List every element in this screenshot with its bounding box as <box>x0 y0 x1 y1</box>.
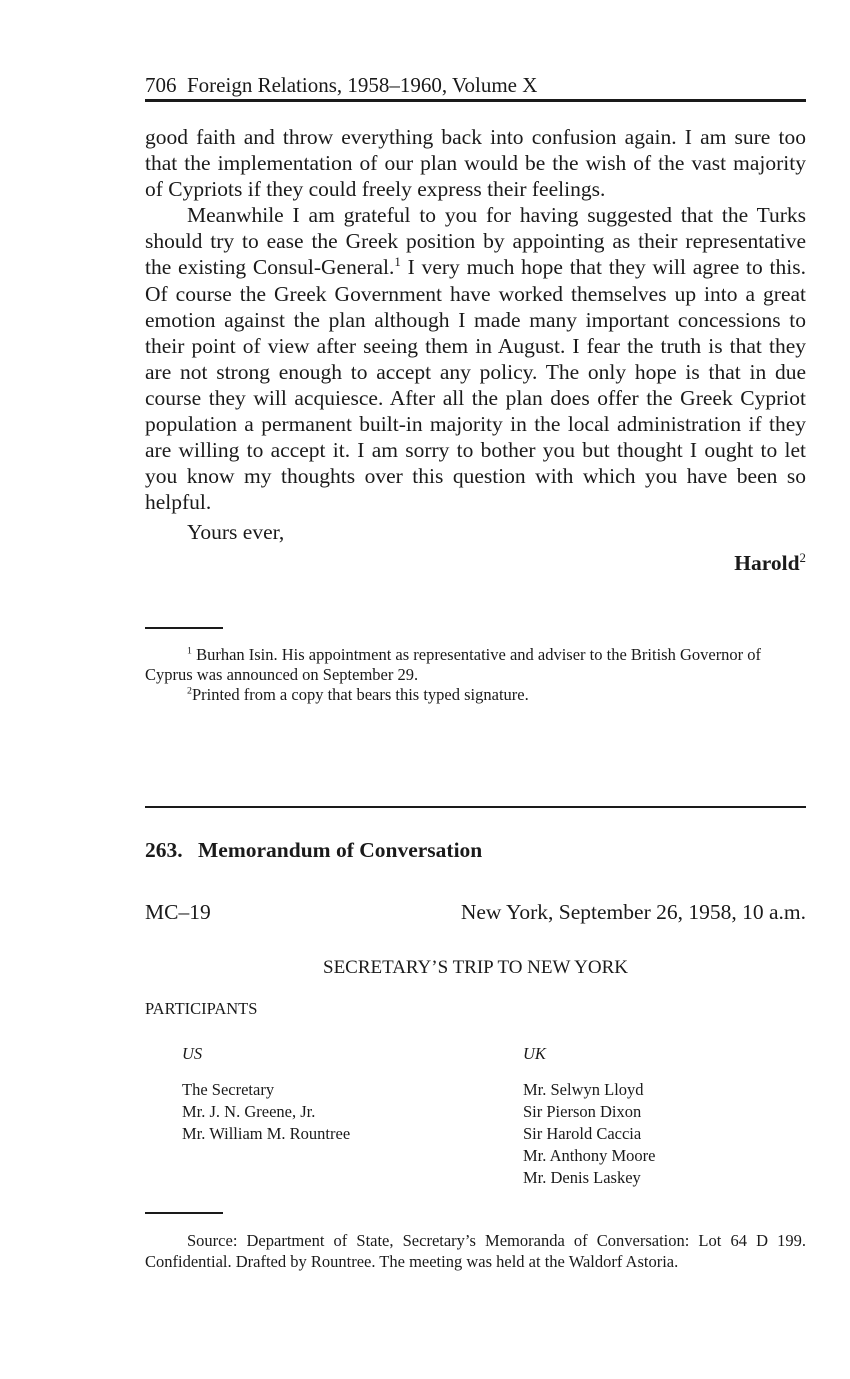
letter-closing: Yours ever, <box>187 520 285 544</box>
paragraph-text: Meanwhile I am grateful to you for having suggested that the Turks should try to ease the Greek position by appointing as their representative the existing Consul-General. <box>145 203 806 280</box>
footnote-number: 1 <box>187 645 192 657</box>
letter-body <box>145 124 806 515</box>
uk-names <box>523 1079 655 1189</box>
footnote-ref: 1 <box>394 255 401 270</box>
signature-name: Harold <box>734 551 800 575</box>
participant-name: The Secretary <box>182 1080 275 1099</box>
footnote-text: Printed from a copy that bears this typed signature. <box>191 685 529 704</box>
footnote-text: Burhan Isin. His appointment as representative and adviser to the British Governor of Cyprus was announced on September 29. <box>145 645 762 684</box>
paragraph-text: I very much hope that they will agree to this. Of course the Greek Government have worked themselves up into a great emotion against the plan although I made many important concessions to their point of view after seeing them in August. I fear the truth is that they are not strong enough to accept any policy. The only hope is that in due course they will acquiesce. After all the plan does offer the Greek Cypriot population a permanent built-in majority in the local administration if they are willing to accept it. I am sorry to bother you but thought I ought to let you know my thoughts over this question with which you have been so helpful. <box>145 255 806 515</box>
participant-name: Sir Pierson Dixon <box>523 1102 642 1121</box>
document-number: 263. <box>145 838 183 862</box>
subject-line: SECRETARY’S TRIP TO NEW YORK <box>323 957 628 978</box>
source-rule <box>145 1212 223 1214</box>
participant-name: Mr. Anthony Moore <box>523 1146 656 1165</box>
document-code: MC–19 <box>145 900 211 924</box>
footnote-number: 2 <box>187 685 192 697</box>
uk-heading: UK <box>523 1044 546 1063</box>
page-number: 706 <box>145 73 177 97</box>
participant-name: Mr. J. N. Greene, Jr. <box>182 1102 316 1121</box>
participant-name: Mr. Selwyn Lloyd <box>523 1080 644 1099</box>
running-title: Foreign Relations, 1958–1960, Volume X <box>187 73 538 97</box>
footnote <box>145 685 806 705</box>
source-text: Source: Department of State, Secretary’s Memoranda of Conversation: Lot 64 D 199. Confidential. Drafted by Rountree. The meeting was held at the Waldorf Astoria. <box>145 1231 806 1271</box>
letter-signature <box>734 549 806 577</box>
place-date: New York, September 26, 1958, 10 a.m. <box>460 900 806 924</box>
participants-label: PARTICIPANTS <box>145 999 258 1018</box>
header-rule <box>145 99 806 102</box>
footnote-ref: 2 <box>799 550 806 565</box>
participant-name: Sir Harold Caccia <box>523 1124 642 1143</box>
participant-name: Mr. William M. Rountree <box>182 1124 351 1143</box>
us-names <box>182 1079 350 1145</box>
section-rule <box>145 806 806 808</box>
participants-us <box>182 1043 350 1145</box>
letter-paragraph: good faith and throw everything back into confusion again. I am sure too that the implementation of our plan would be the wish of the vast majority of Cypriots if they could freely express their feelings. <box>145 125 806 202</box>
source-note <box>145 1230 806 1272</box>
running-head <box>145 70 806 100</box>
document-title: Memorandum of Conversation <box>198 838 483 862</box>
footnote-rule <box>145 627 223 629</box>
letter-paragraph <box>145 202 806 515</box>
participants-uk <box>523 1043 655 1189</box>
footnote <box>145 645 806 685</box>
footnotes <box>145 645 806 705</box>
participant-name: Mr. Denis Laskey <box>523 1168 641 1187</box>
document-heading <box>145 836 482 864</box>
us-heading: US <box>182 1044 203 1063</box>
